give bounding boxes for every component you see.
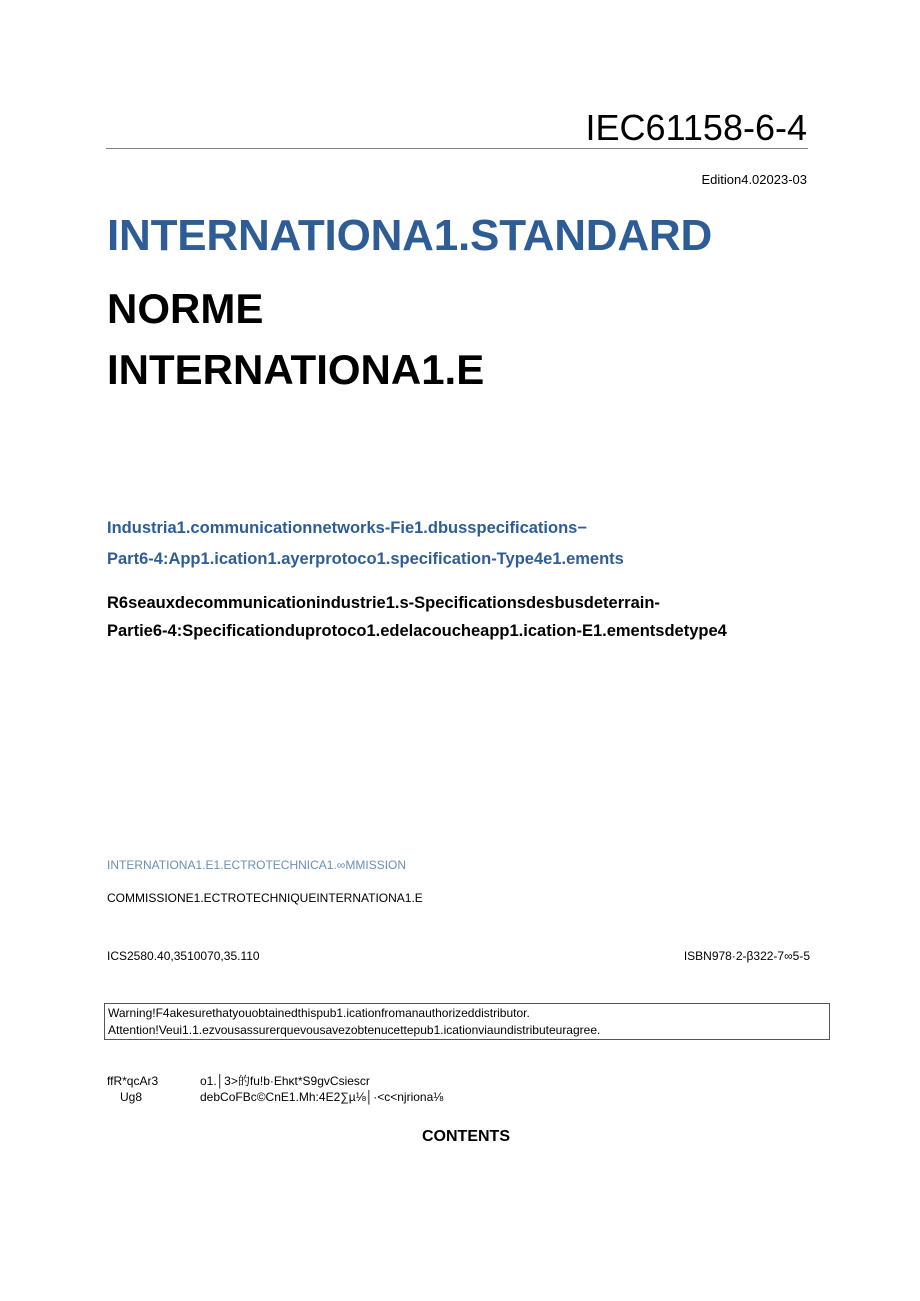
header-divider [106,148,808,149]
title-french-line1: NORME [107,285,264,332]
isbn-code: ISBN978·2-β322-7∞5-5 [683,949,810,963]
subtitle-french-line2: Partie6-4:Specificationduprotoco1.edelacoucheapp1.ication-E1.ementsdetype4 [107,622,727,640]
warning-box [104,1003,830,1040]
title-english: INTERNATIONA1.STANDARD [107,211,713,260]
registered-note-row2-left: Ug8 [120,1090,143,1104]
ics-code: ICS2580.40,3510070,35.110 [107,949,260,963]
registered-note-row2-right: debCoFBc©CnE1.Mh:4E2∑µ⅛│·<c<njriona⅛ [200,1090,444,1104]
subtitle-english-line1: Industria1.communicationnetworks-Fie1.dbusspecifications− [107,519,587,537]
edition-label: Edition4.02023-03 [701,172,807,187]
warning-english: Warning!F4akesurethatyouobtainedthispub1.icationfromanauthorizeddistributor. [108,1006,530,1020]
warning-french: Attention!Veui1.1.ezvousassurerquevousavezobtenucettepub1.icationviaundistributeuragree. [108,1023,601,1037]
subtitle-english-line2: Part6-4:App1.ication1.ayerprotoco1.specification-Type4e1.ements [107,550,624,568]
registered-note-row1-right: o1.│3>的fu!b·Ehκt*S9gvCsiescr [200,1074,370,1088]
subtitle-french-line1: R6seauxdecommunicationindustrie1.s-Specificationsdesbusdeterrain- [107,594,660,612]
registered-note-row1-left: ffR*qcAr3 [107,1074,159,1088]
title-french-line2: INTERNATIONA1.E [107,346,485,393]
organization-french: COMMISSIONE1.ECTROTECHNIQUEINTERNATIONA1.E [107,891,423,905]
organization-english: INTERNATIONA1.E1.ECTROTECHNICA1.∞MMISSION [107,858,407,872]
contents-heading: CONTENTS [422,1128,510,1145]
document-number: IEC61158-6-4 [585,107,807,148]
